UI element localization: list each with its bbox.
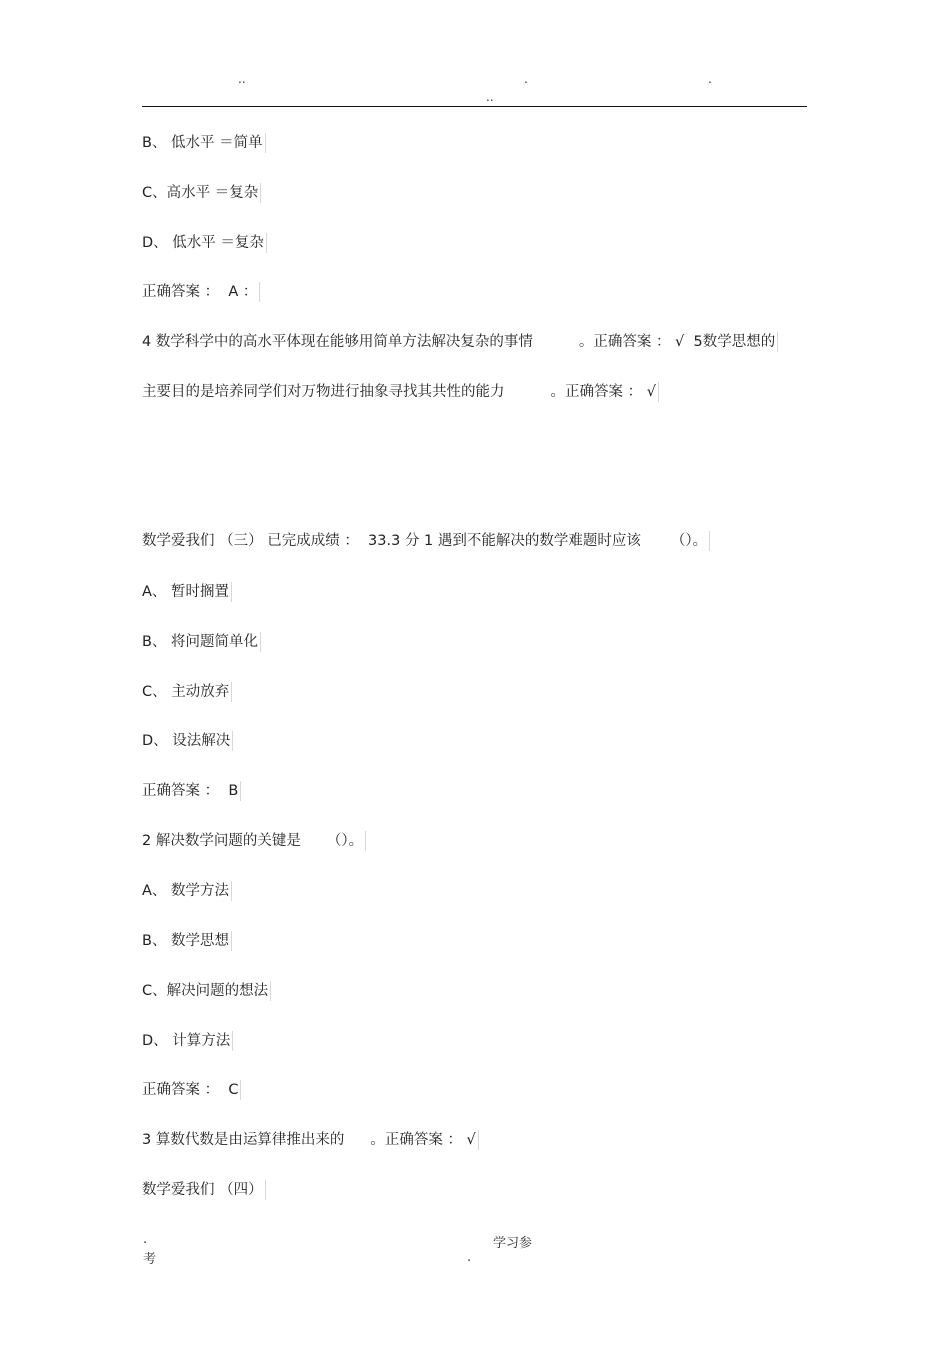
footer-label: 学习参 [493, 1236, 533, 1251]
header-dot-right: . [708, 72, 712, 86]
option-c-line [142, 981, 271, 1001]
option-d-line [142, 731, 233, 751]
option-text: B、 数学思想 [142, 933, 230, 949]
option-text: C、 主动放弃 [142, 684, 230, 700]
option-b-line [142, 133, 266, 153]
option-a-line [142, 582, 232, 602]
option-text: B、 低水平 ＝简单 [142, 135, 263, 151]
answer-text: 。正确答案 ： √ [550, 384, 656, 400]
blank-brackets: （）。 [326, 833, 364, 849]
question-5-start-text: 数学思想的 [702, 334, 776, 350]
question-text: 主要目的是培养同学们对万物进行抽象寻找其共性的能力 [142, 384, 505, 400]
option-text: D、 设法解决 [142, 733, 231, 749]
option-c-line [142, 682, 232, 702]
question-text: 数学爱我们 （三） 已完成成绩 ： 33.3 分 1 遇到不能解决的数学难题时应该 [142, 533, 641, 549]
option-text: D、 计算方法 [142, 1033, 231, 1049]
option-text: B、 将问题简单化 [142, 634, 259, 650]
section-3-question-2-line [142, 831, 366, 851]
section-4-title-line [142, 1180, 266, 1200]
option-text: A、 数学方法 [142, 883, 230, 899]
question-5-line [142, 382, 659, 402]
section-3-question-1-line [142, 531, 710, 551]
blank-brackets: （）。 [670, 533, 708, 549]
question-text: 4 数学科学中的高水平体现在能够用简单方法解决复杂的事情 [142, 334, 533, 350]
answer-text: 正确答案 ： A ： [142, 284, 258, 300]
answer-line [142, 1080, 241, 1100]
header-dots-center-below: .. [486, 90, 494, 104]
footer-dot-right: . [467, 1250, 472, 1265]
option-text: A、 暂时搁置 [142, 584, 230, 600]
footer-dot-left: . [143, 1232, 148, 1247]
answer-text: 。正确答案 ： √ 5 [578, 334, 703, 350]
footer-label-kao: 考 [143, 1252, 157, 1267]
header-rule [142, 106, 807, 107]
question-text: 3 算数代数是由运算律推出来的 [142, 1132, 345, 1148]
option-text: D、 低水平 ＝复杂 [142, 235, 264, 251]
question-4-line [142, 332, 778, 352]
option-text: C、高水平 ＝复杂 [142, 185, 259, 201]
option-b-line [142, 632, 261, 652]
option-d-line [142, 233, 267, 253]
section-title: 数学爱我们 （四） [142, 1182, 263, 1198]
header-dot-center: . [524, 72, 528, 86]
option-a-line [142, 881, 232, 901]
option-c-line [142, 183, 261, 203]
answer-text: 正确答案 ： C [142, 1082, 239, 1098]
header-dots-left: .. [238, 72, 246, 86]
answer-text: 。正确答案 ： √ [370, 1132, 476, 1148]
answer-line [142, 781, 241, 801]
answer-text: 正确答案 ： B [142, 783, 239, 799]
option-b-line [142, 931, 232, 951]
option-d-line [142, 1031, 233, 1051]
section-3-question-3-line [142, 1130, 479, 1150]
question-text: 2 解决数学问题的关键是 [142, 833, 301, 849]
answer-line [142, 282, 260, 302]
option-text: C、解决问题的想法 [142, 983, 269, 999]
